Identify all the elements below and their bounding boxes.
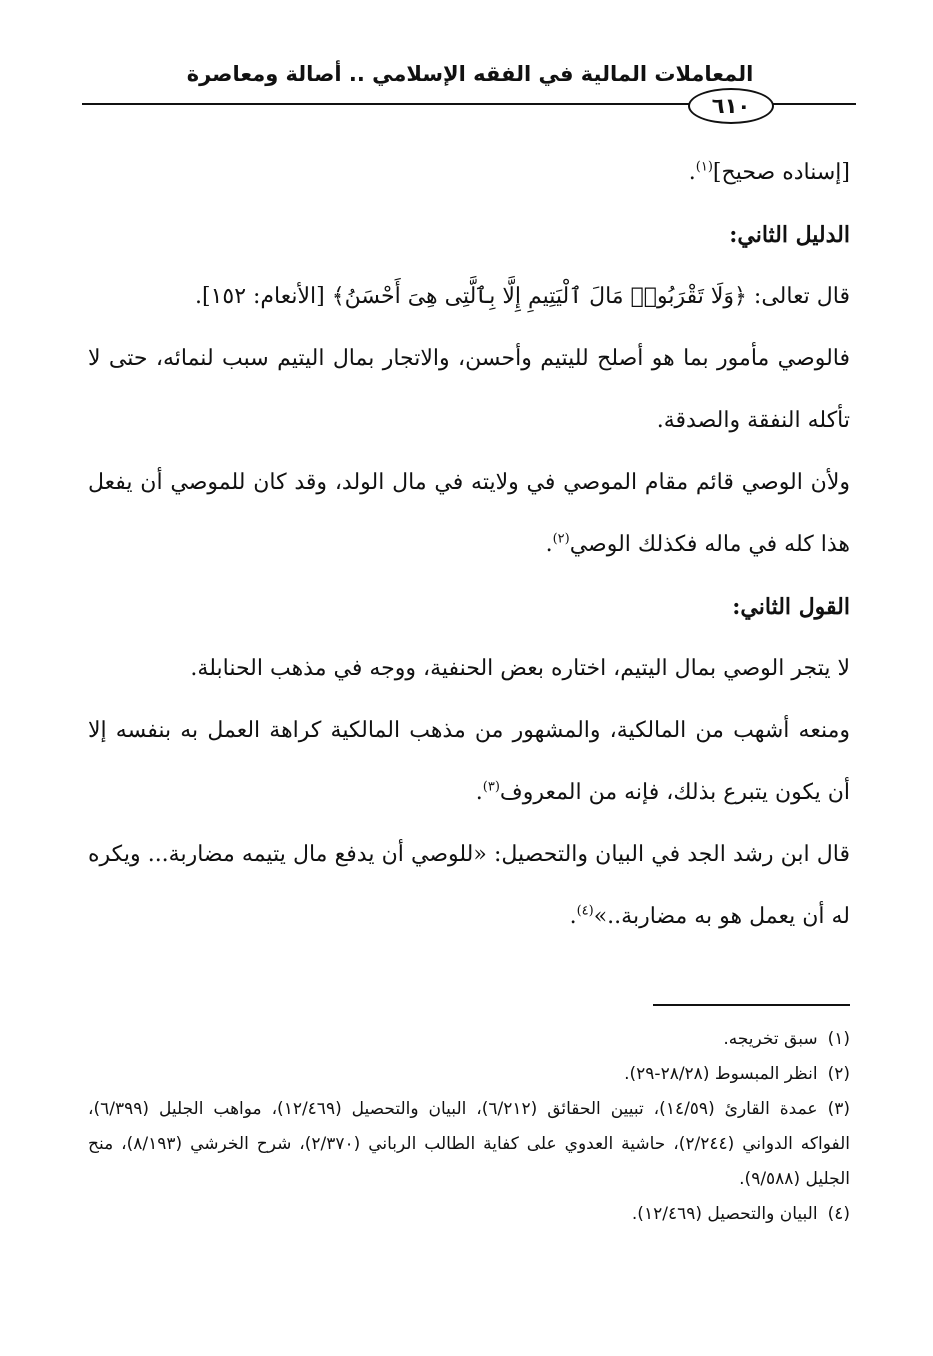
section-heading: القول الثاني: bbox=[732, 594, 850, 620]
footnote-number: (٤) bbox=[827, 1204, 850, 1224]
running-header-title: المعاملات المالية في الفقه الإسلامي .. أصالة ومعاصرة bbox=[186, 62, 754, 86]
section-heading: الدليل الثاني: bbox=[729, 222, 850, 248]
quran-verse-paragraph: قال تعالى: ﴿وَلَا تَقْرَبُوا۟ مَالَ ٱلْيَتِيمِ إِلَّا بِٱلَّتِى هِىَ أَحْسَنُ﴾ [الأنعام: ١٥٢]. bbox=[195, 284, 850, 309]
footnote-number: (٣) bbox=[827, 1099, 850, 1119]
paragraph: [إسناده صحيح]$^{(١)}$. bbox=[688, 159, 850, 185]
paragraph: ومنعه أشهب من المالكية، والمشهور من مذهب المالكية كراهة العمل به بنفسه إلا أن يكون يتبرع بذلك، فإنه من المعروف$^{(٣)}$. bbox=[88, 718, 850, 805]
footnote-ref[interactable]: (١) bbox=[695, 159, 713, 175]
page-number-badge: ٦١٠ bbox=[688, 88, 774, 124]
footnote-ref[interactable]: (٣) bbox=[482, 779, 500, 795]
footnote-ref[interactable]: (٢) bbox=[552, 531, 570, 547]
main-text bbox=[88, 142, 850, 948]
paragraph: ولأن الوصي قائم مقام الموصي في ولايته في مال الولد، وقد كان للموصي أن يفعل هذا كله في ماله فكذلك الوصي$^{(٢)}$. bbox=[88, 470, 850, 557]
paragraph: قال ابن رشد الجد في البيان والتحصيل: «للوصي أن يدفع مال يتيمه مضاربة... ويكره له أن يعمل هو به مضاربة..»$^{(٤)}$. bbox=[88, 842, 850, 929]
footnote-item: (٤)البيان والتحصيل (١٢/٤٦٩). bbox=[631, 1204, 850, 1224]
footnote-number: (٢) bbox=[827, 1064, 850, 1084]
footnote-item: (٢)انظر المبسوط (٢٨/٢٨-٢٩). bbox=[624, 1064, 850, 1084]
footnote-number: (١) bbox=[827, 1029, 850, 1049]
footnotes bbox=[88, 1022, 850, 1232]
paragraph: فالوصي مأمور بما هو أصلح لليتيم وأحسن، والاتجار بمال اليتيم سبب لنمائه، حتى لا تأكله النفقة والصدقة. bbox=[88, 346, 850, 433]
footnote-item: (٣)عمدة القارئ (١٤/٥٩)، تبيين الحقائق (٦/٢١٢)، البيان والتحصيل (١٢/٤٦٩)، مواهب الجليل (٦/٣٩٩)، الفواكه الدواني (٢/٢٤٤)، حاشية العدوي على كفاية الطالب الرباني (٢/٣٧٠)، شرح الخرشي (٨/١٩٣)، منح الجليل (٩/٥٨٨). bbox=[88, 1099, 851, 1189]
footnote-ref[interactable]: (٤) bbox=[576, 903, 594, 919]
paragraph: لا يتجر الوصي بمال اليتيم، اختاره بعض الحنفية، ووجه في مذهب الحنابلة. bbox=[190, 656, 850, 681]
footnote-separator bbox=[653, 1004, 850, 1006]
footnote-item: (١)سبق تخريجه. bbox=[723, 1029, 850, 1049]
